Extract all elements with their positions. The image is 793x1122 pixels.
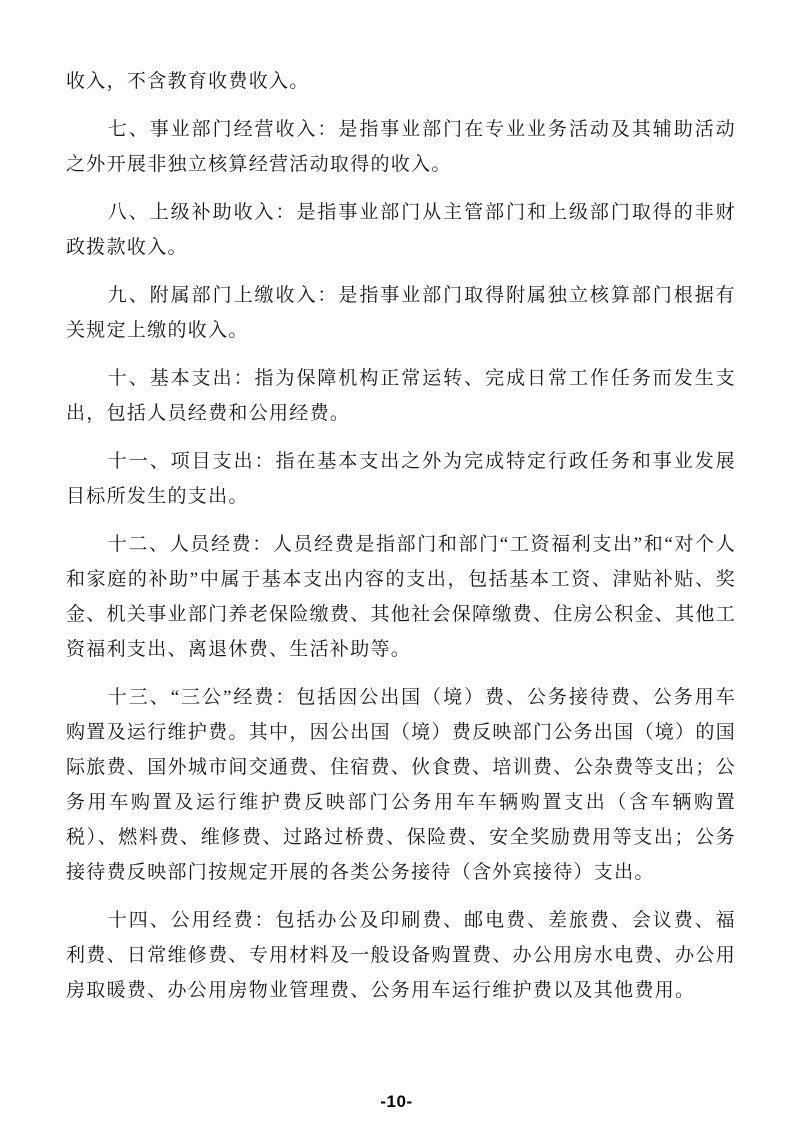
page-footer — [0, 1092, 793, 1112]
body-paragraph: 十四、公用经费：包括办公及印刷费、邮电费、差旅费、会议费、福利费、日常维修费、专用材料及一般设备购置费、办公用房水电费、办公用房取暖费、办公用房物业管理费、公务用车运行维护费以及其他费用。 — [66, 910, 736, 1001]
document-body — [66, 64, 736, 1021]
body-paragraph: 十、基本支出：指为保障机构正常运转、完成日常工作任务而发生支出，包括人员经费和公用经费。 — [66, 368, 736, 424]
body-paragraph: 七、事业部门经营收入：是指事业部门在专业业务活动及其辅助活动之外开展非独立核算经营活动取得的收入。 — [66, 119, 736, 175]
body-paragraph: 十一、项目支出：指在基本支出之外为完成特定行政任务和事业发展目标所发生的支出。 — [66, 451, 736, 507]
body-paragraph: 九、附属部门上缴收入：是指事业部门取得附属独立核算部门根据有关规定上缴的收入。 — [66, 285, 736, 341]
body-paragraph: 十二、人员经费：人员经费是指部门和部门“工资福利支出”和“对个人和家庭的补助”中属于基本支出内容的支出，包括基本工资、津贴补贴、奖金、机关事业部门养老保险缴费、其他社会保障缴费、住房公积金、其他工资福利支出、离退休费、生活补助等。 — [66, 534, 736, 660]
body-paragraph: 八、上级补助收入：是指事业部门从主管部门和上级部门取得的非财政拨款收入。 — [66, 202, 736, 258]
body-paragraph: 十三、“三公”经费：包括因公出国（境）费、公务接待费、公务用车购置及运行维护费。其中，因公出国（境）费反映部门公务出国（境）的国际旅费、国外城市间交通费、住宿费、伙食费、培训费、公杂费等支出；公务用车购置及运行维护费反映部门公务用车车辆购置支出（含车辆购置税）、燃料费、维修费、过路过桥费、保险费、安全奖励费用等支出；公务接待费反映部门按规定开展的各类公务接待（含外宾接待）支出。 — [66, 687, 736, 883]
body-paragraph: 收入，不含教育收费收入。 — [66, 71, 310, 92]
page-number: -10- — [380, 1092, 413, 1111]
